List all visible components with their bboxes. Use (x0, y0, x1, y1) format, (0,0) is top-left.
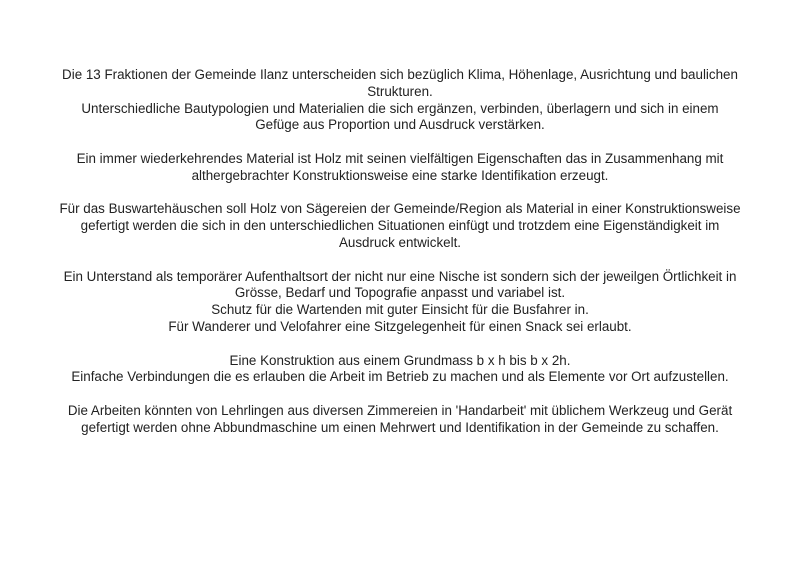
text-line: Grösse, Bedarf und Topografie anpasst und variabel ist. (234, 285, 566, 301)
paragraph-buswartehaeuschen (18, 201, 782, 251)
paragraph-fraktionen (18, 67, 782, 134)
text-line: Unterschiedliche Bautypologien und Materialien die sich ergänzen, verbinden, überlagern und sich in einem (81, 100, 719, 116)
paragraph-arbeiten (18, 403, 782, 437)
text-line: gefertigt werden die sich in den unterschiedlichen Situationen einfügt und trotzdem eine Eigenständigkeit im (80, 218, 720, 234)
text-line: Schutz für die Wartenden mit guter Einsicht für die Busfahrer in. (211, 302, 589, 318)
text-line: althergebrachter Konstruktionsweise eine starke Identifikation erzeugt. (191, 167, 609, 183)
text-line: Für das Buswartehäuschen soll Holz von Sägereien der Gemeinde/Region als Material in einer Konstruktionsweise (59, 201, 741, 217)
text-line: Die Arbeiten könnten von Lehrlingen aus diversen Zimmereien in 'Handarbeit' mit üblichem Werkzeug und Gerät (67, 402, 733, 418)
text-line: Gefüge aus Proportion und Ausdruck verstärken. (255, 117, 545, 133)
text-line: Ausdruck entwickelt. (338, 234, 462, 250)
text-line: Eine Konstruktion aus einem Grundmass b x h bis b x 2h. (229, 352, 571, 368)
text-line: Ein immer wiederkehrendes Material ist Holz mit seinen vielfältigen Eigenschaften das in Zusammenhang mit (76, 150, 724, 166)
text-line: Einfache Verbindungen die es erlauben die Arbeit im Betrieb zu machen und als Elemente vor Ort aufzustellen. (71, 369, 729, 385)
text-line: Die 13 Fraktionen der Gemeinde Ilanz unterscheiden sich bezüglich Klima, Höhenlage, Ausrichtung und baulichen (62, 67, 738, 82)
paragraph-konstruktion (18, 353, 782, 387)
paragraph-material-holz (18, 151, 782, 185)
text-line: gefertigt werden ohne Abbundmaschine um einen Mehrwert und Identifikation in der Gemeinde zu schaffen. (81, 419, 719, 435)
paragraph-unterstand (18, 269, 782, 336)
text-line: Ein Unterstand als temporärer Aufenthaltsort der nicht nur eine Nische ist sondern sich der jeweilgen Örtlichkeit in (63, 268, 737, 284)
text-line: Für Wanderer und Velofahrer eine Sitzgelegenheit für einen Snack sei erlaubt. (168, 318, 632, 334)
text-line: Strukturen. (367, 83, 433, 99)
